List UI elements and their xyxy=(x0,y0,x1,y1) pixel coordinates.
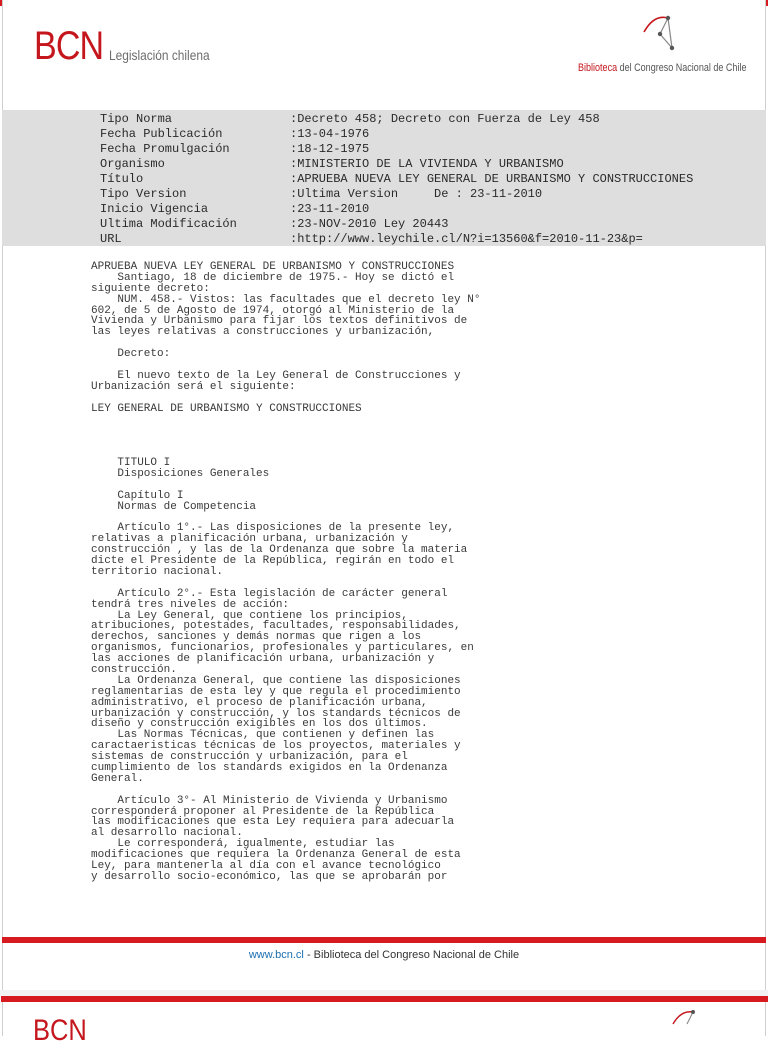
text-line: construcción , y las de la Ordenanza que sobre la materia xyxy=(91,544,468,557)
text-line: caractaeristicas técnicas de los proyectos, materiales y xyxy=(91,740,461,753)
text-line: APRUEBA NUEVA LEY GENERAL DE URBANISMO Y CONSTRUCCIONES xyxy=(91,261,455,273)
meta-value: :MINISTERIO DE LA VIVIENDA Y URBANISMO xyxy=(290,157,564,171)
text-line: urbanización y construcción, y los standards técnicos de xyxy=(91,707,461,720)
next-page-bcn-logo: BCN xyxy=(33,1014,87,1047)
text-line: La Ley General, que contiene los principios, xyxy=(91,609,408,622)
text-line: NUM. 458.- Vistos: las facultades que el decreto ley N° xyxy=(91,293,481,306)
bcn-logo xyxy=(34,26,228,66)
footer-bcn-link[interactable]: www.bcn.cl xyxy=(248,949,304,961)
meta-url-link[interactable]: :http://www.leychile.cl/N?i=13560&f=2010-11-23&p= xyxy=(290,232,643,246)
text-line: y desarrollo socio-económico, las que se aprobarán por xyxy=(91,870,448,883)
meta-row-tipo-version xyxy=(100,187,542,202)
meta-key: Organismo xyxy=(100,157,165,171)
text-line: diseño y construcción exigibles en los dos últimos. xyxy=(91,718,428,731)
text-line: Urbanización será el siguiente: xyxy=(91,380,296,393)
meta-key: Fecha Publicación xyxy=(100,127,223,141)
text-line: construcción. xyxy=(91,663,177,676)
institution-name-rest: del Congreso Nacional de Chile xyxy=(616,62,746,74)
next-page-red-bar xyxy=(1,996,768,1002)
footer-red-bar xyxy=(2,937,766,943)
meta-value: :13-04-1976 xyxy=(290,127,370,141)
text-line: Disposiciones Generales xyxy=(91,467,270,480)
page-footer xyxy=(0,949,768,961)
meta-value: :APRUEBA NUEVA LEY GENERAL DE URBANISMO Y CONSTRUCCIONES xyxy=(290,172,694,186)
text-line: al desarrollo nacional. xyxy=(91,827,243,840)
meta-value: :23-NOV-2010 Ley 20443 xyxy=(290,217,449,231)
institution-name xyxy=(578,62,746,74)
meta-row-inicio-vigencia xyxy=(100,202,369,217)
text-line: Decreto: xyxy=(91,348,171,361)
blank-line xyxy=(91,393,531,404)
meta-key: Ultima Modificación xyxy=(100,217,237,231)
text-line: Artículo 1°.- Las disposiciones de la presente ley, xyxy=(91,522,455,535)
norm-metadata-box xyxy=(2,110,766,246)
blank-line xyxy=(91,785,531,796)
text-line: las modificaciones que esta Ley requiera para adecuarla xyxy=(91,816,455,829)
text-line: Las Normas Técnicas, que contienen y definen las xyxy=(91,729,435,742)
text-line: Capítulo I xyxy=(91,489,184,502)
text-line: cumplimiento de los standards exigidos en la Ordenanza xyxy=(91,761,448,774)
bcn-logo-letters: BCN xyxy=(34,24,104,68)
meta-key: Tipo Version xyxy=(100,187,187,201)
meta-row-fecha-publicacion xyxy=(100,127,369,142)
meta-value: :18-12-1975 xyxy=(290,142,370,156)
text-line: corresponderá proponer al Presidente de la República xyxy=(91,805,435,818)
blank-line xyxy=(91,425,531,436)
meta-value: :Decreto 458; Decreto con Fuerza de Ley 458 xyxy=(290,112,600,126)
text-line: Vivienda y Urbanismo para fijar los textos definitivos de xyxy=(91,315,468,328)
bcn-triangle-network-icon xyxy=(669,1006,699,1026)
meta-row-titulo xyxy=(100,172,693,187)
text-line: organismos, funcionarios, profesionales y particulares, en xyxy=(91,642,474,655)
text-line: tendrá tres niveles de acción: xyxy=(91,598,290,611)
blank-line xyxy=(91,436,531,447)
text-line: La Ordenanza General, que contiene las disposiciones xyxy=(91,674,461,687)
page-header xyxy=(2,6,766,106)
next-page-header xyxy=(2,996,766,1047)
text-line: derechos, sanciones y demás normas que rigen a los xyxy=(91,631,422,644)
footer-label: - Biblioteca del Congreso Nacional de Chile xyxy=(303,949,520,961)
meta-row-ultima-modificacion xyxy=(100,217,448,232)
text-line: administrativo, el proceso de planificación urbana, xyxy=(91,696,428,709)
text-line: las leyes relativas a construcciones y urbanización, xyxy=(91,326,435,339)
text-line: TITULO I xyxy=(91,457,171,470)
text-line: reglamentarias de esta ley y que regula el procedimiento xyxy=(91,685,461,698)
text-line: las acciones de planificación urbana, urbanización y xyxy=(91,653,435,666)
institution-logo xyxy=(546,12,746,82)
law-body-text xyxy=(91,262,531,883)
text-line: LEY GENERAL DE URBANISMO Y CONSTRUCCIONES xyxy=(91,402,362,415)
text-line: Santiago, 18 de diciembre de 1975.- Hoy se dictó el xyxy=(91,271,455,284)
text-line: relativas a planificación urbana, urbanización y xyxy=(91,533,408,546)
text-line: Artículo 2°.- Esta legislación de carácter general xyxy=(91,587,448,600)
text-line: dicte el Presidente de la República, regirán en todo el xyxy=(91,555,455,568)
bcn-logo-subtitle: Legislación chilena xyxy=(109,47,211,63)
meta-row-url xyxy=(100,232,643,247)
meta-value: :23-11-2010 xyxy=(290,202,370,216)
meta-row-organismo xyxy=(100,157,564,172)
text-line: territorio nacional. xyxy=(91,565,224,578)
text-line: Artículo 3°- Al Ministerio de Vivienda y Urbanismo xyxy=(91,794,448,807)
meta-key: Inicio Vigencia xyxy=(100,202,209,216)
text-line: Ley, para mantenerla al día con el avance tecnológico xyxy=(91,859,441,872)
text-line: atribuciones, potestades, facultades, responsabilidades, xyxy=(91,620,461,633)
text-line: Normas de Competencia xyxy=(91,500,257,513)
text-line: modificaciones que requiera la Ordenanza General de esta xyxy=(91,849,461,862)
meta-key: Fecha Promulgación xyxy=(100,142,230,156)
blank-line xyxy=(91,414,531,425)
text-line: 602, de 5 de Agosto de 1974, otorgó al Ministerio de la xyxy=(91,304,455,317)
text-line: Le corresponderá, igualmente, estudiar las xyxy=(91,838,395,851)
text-line: General. xyxy=(91,772,144,785)
meta-row-fecha-promulgacion xyxy=(100,142,369,157)
meta-key: Título xyxy=(100,172,144,186)
bcn-triangle-network-icon xyxy=(638,12,678,56)
text-line: siguiente decreto: xyxy=(91,282,210,295)
meta-row-tipo-norma xyxy=(100,112,600,127)
meta-key: Tipo Norma xyxy=(100,112,173,126)
meta-value: :Ultima Version De : 23-11-2010 xyxy=(290,187,543,201)
text-line: El nuevo texto de la Ley General de Construcciones y xyxy=(91,369,461,382)
institution-name-accent: Biblioteca xyxy=(577,62,617,74)
text-line: sistemas de construcción y urbanización, para el xyxy=(91,751,408,764)
meta-key: URL xyxy=(100,232,122,246)
